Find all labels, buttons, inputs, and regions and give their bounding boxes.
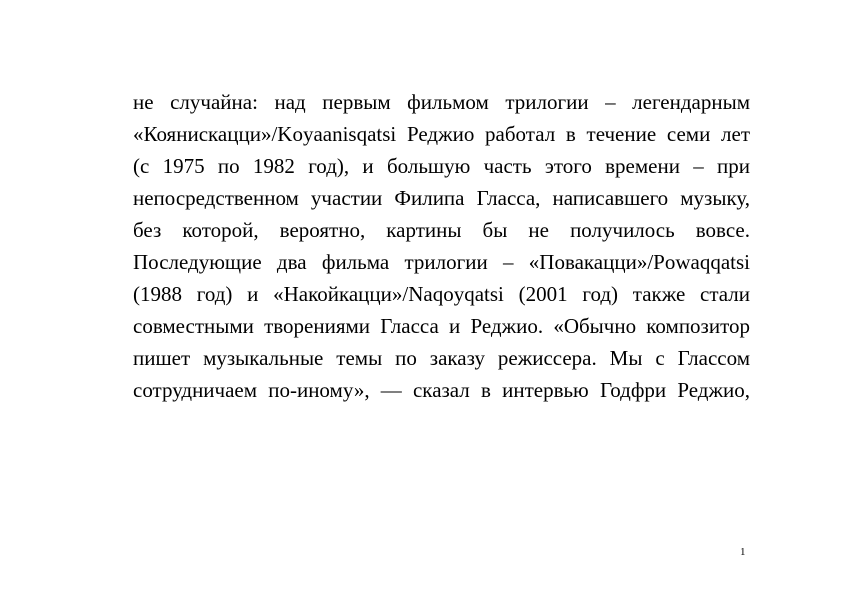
page-number: 1 [740,546,746,558]
text-line: пишет музыкальные темы по заказу режиссера. Мы с Глассом [133,346,750,370]
text-line: не случайна: над первым фильмом трилогии – легендарным [133,90,750,114]
text-line: (с 1975 по 1982 год), и большую часть этого времени – при [133,154,750,178]
text-line: непосредственном участии Филипа Гласса, написавшего музыку, [133,186,750,210]
text-line: (1988 год) и «Накойкацци»/Naqoyqatsi (2001 год) также стали [133,282,750,306]
text-line: без которой, вероятно, картины бы не получилось вовсе. [133,218,750,242]
text-line: Последующие два фильма трилогии – «Повакацци»/Powaqqatsi [133,250,750,274]
text-line: совместными творениями Гласса и Реджио. «Обычно композитор [133,314,750,338]
text-line: «Коянискацци»/Koyaanisqatsi Реджио работал в течение семи лет [133,122,750,146]
text-line: сотрудничаем по-иному», — сказал в интервью Годфри Реджио, [133,378,750,402]
body-paragraph [133,86,750,406]
